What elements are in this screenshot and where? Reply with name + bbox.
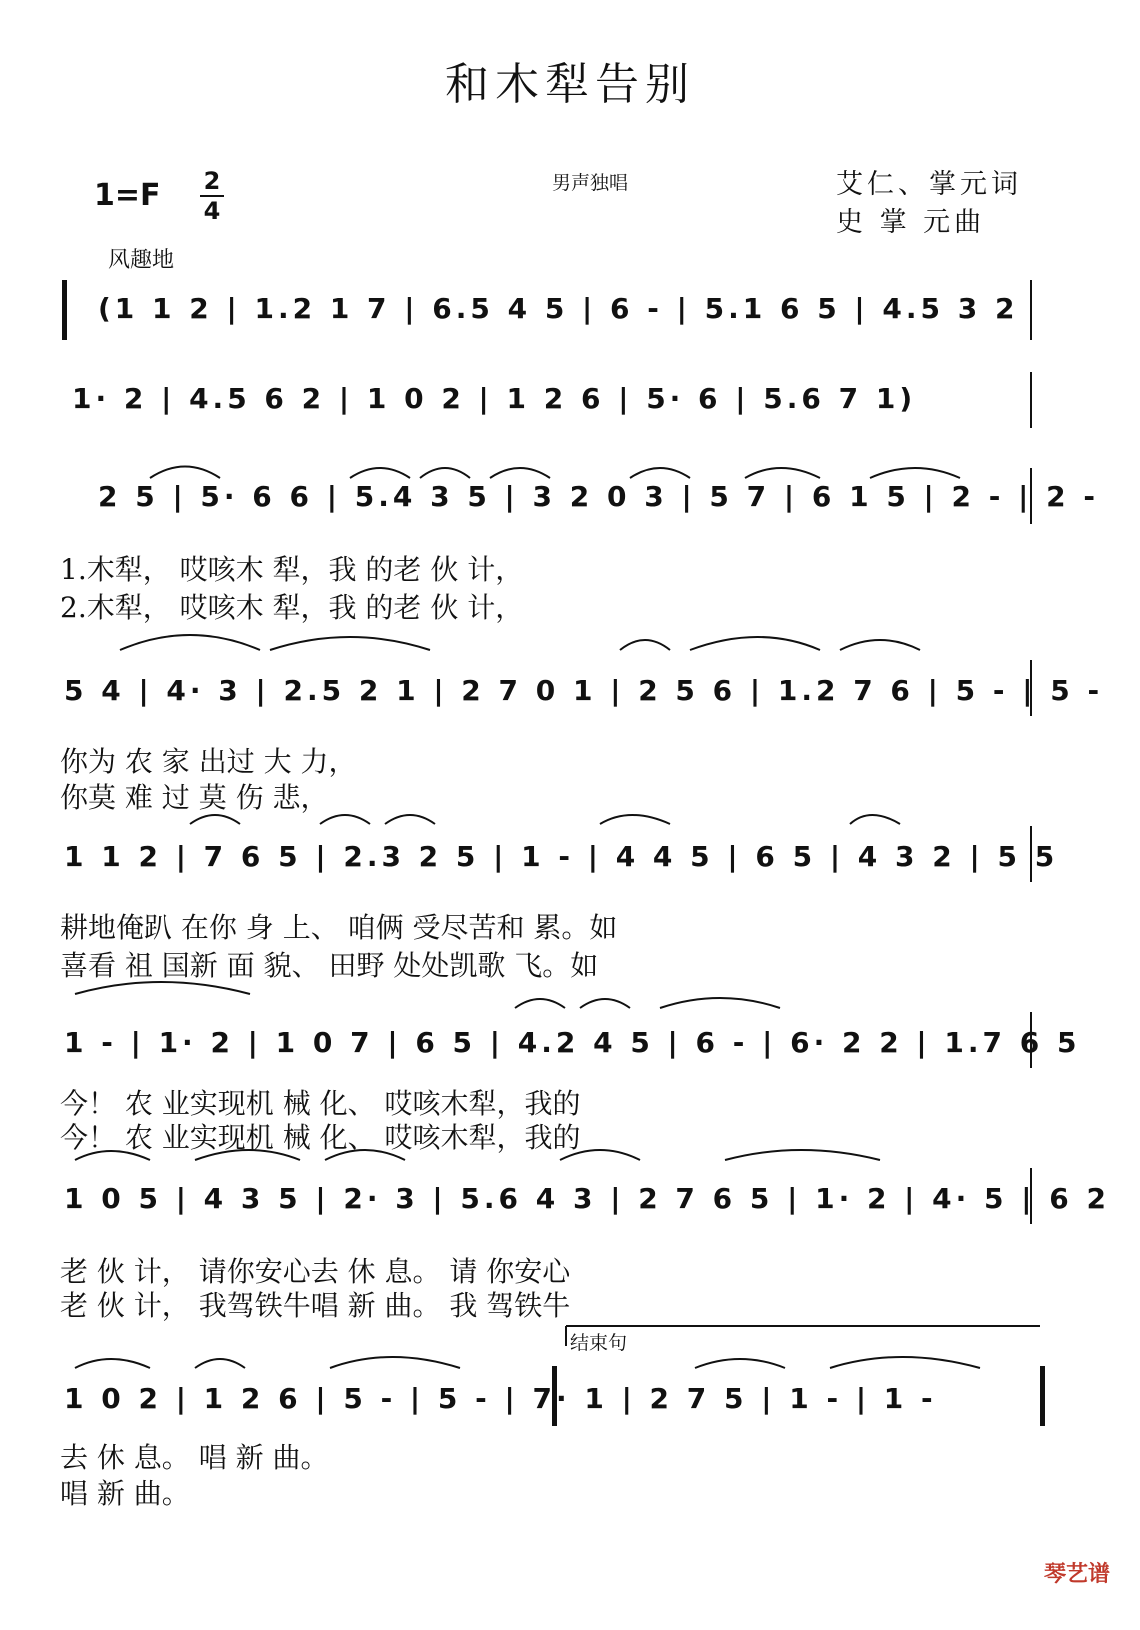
lyric-row-6-verse-2: 唱 新 曲。 (60, 1477, 190, 1510)
music-row-8: 1 0 2 | 1 2 6 | 5 - | 5 - | 7· 1 | 2 7 5 | 1 - | 1 - (64, 1382, 937, 1415)
key-signature: 1=F (94, 178, 161, 213)
lyric-row-6-verse-1: 去 休 息。 唱 新 曲。 (60, 1441, 329, 1474)
music-row-5: 1 1 2 | 7 6 5 | 2.3 2 5 | 1 - | 4 4 5 | 6 5 | 4 3 2 | 5 5 (64, 840, 1059, 873)
composer-credit: 史 掌 元曲 (836, 207, 986, 238)
music-row-2: 1· 2 | 4.5 6 2 | 1 0 2 | 1 2 6 | 5· 6 | 5.6 7 1) (72, 382, 917, 415)
music-row-6: 1 - | 1· 2 | 1 0 7 | 6 5 | 4.2 4 5 | 6 - | 6· 2 2 | 1.7 6 5 (64, 1026, 1081, 1059)
performance-type: 男声独唱 (552, 172, 629, 194)
lyric-row-3-verse-2: 喜看 祖 国新 面 貌、 田野 处处凯歌 飞。如 (60, 949, 599, 982)
tempo-marking: 风趣地 (108, 248, 175, 273)
lyric-row-2-verse-2: 你莫 难 过 莫 伤 悲， (60, 781, 329, 814)
lyric-row-1-verse-2: 2.木犁， 哎咳木 犁，我 的老 伙 计， (60, 591, 524, 624)
lyricist-credit: 艾仁、掌元词 (836, 169, 1022, 200)
ending-label: 结束句 (570, 1332, 628, 1354)
watermark-logo: 琴艺谱 (1043, 1562, 1110, 1587)
music-row-1: (1 1 2 | 1.2 1 7 | 6.5 4 5 | 6 - | 5.1 6 5 | 4.5 3 2 (98, 292, 1019, 325)
lyric-row-5-verse-1: 老 伙 计， 请你安心去 休 息。 请 你安心 (60, 1255, 571, 1288)
music-row-4: 5 4 | 4· 3 | 2.5 2 1 | 2 7 0 1 | 2 5 6 | 1.2 7 6 | 5 - | 5 - (64, 674, 1104, 707)
time-bottom: 4 (203, 197, 221, 225)
music-row-7: 1 0 5 | 4 3 5 | 2· 3 | 5.6 4 3 | 2 7 6 5 | 1· 2 | 4· 5 | 6 2 (64, 1182, 1110, 1215)
time-top: 2 (203, 167, 221, 195)
lyric-row-5-verse-2: 老 伙 计， 我驾铁牛唱 新 曲。 我 驾铁牛 (60, 1289, 571, 1322)
lyric-row-4-verse-2: 今！ 农 业实现机 械 化、 哎咳木犁，我的 (60, 1121, 581, 1154)
lyric-row-4-verse-1: 今！ 农 业实现机 械 化、 哎咳木犁，我的 (60, 1087, 581, 1120)
music-row-3: 2 5 | 5· 6 6 | 5.4 3 5 | 3 2 0 3 | 5 7 | 6 1 5 | 2 - | 2 - (98, 480, 1099, 513)
lyric-row-2-verse-1: 你为 农 家 出过 大 力， (60, 745, 357, 778)
lyric-row-3-verse-1: 耕地俺趴 在你 身 上、 咱俩 受尽苦和 累。如 (60, 911, 618, 944)
lyric-row-1-verse-1: 1.木犁， 哎咳木 犁，我 的老 伙 计， (60, 553, 524, 586)
song-title: 和木犁告别 (445, 59, 695, 110)
